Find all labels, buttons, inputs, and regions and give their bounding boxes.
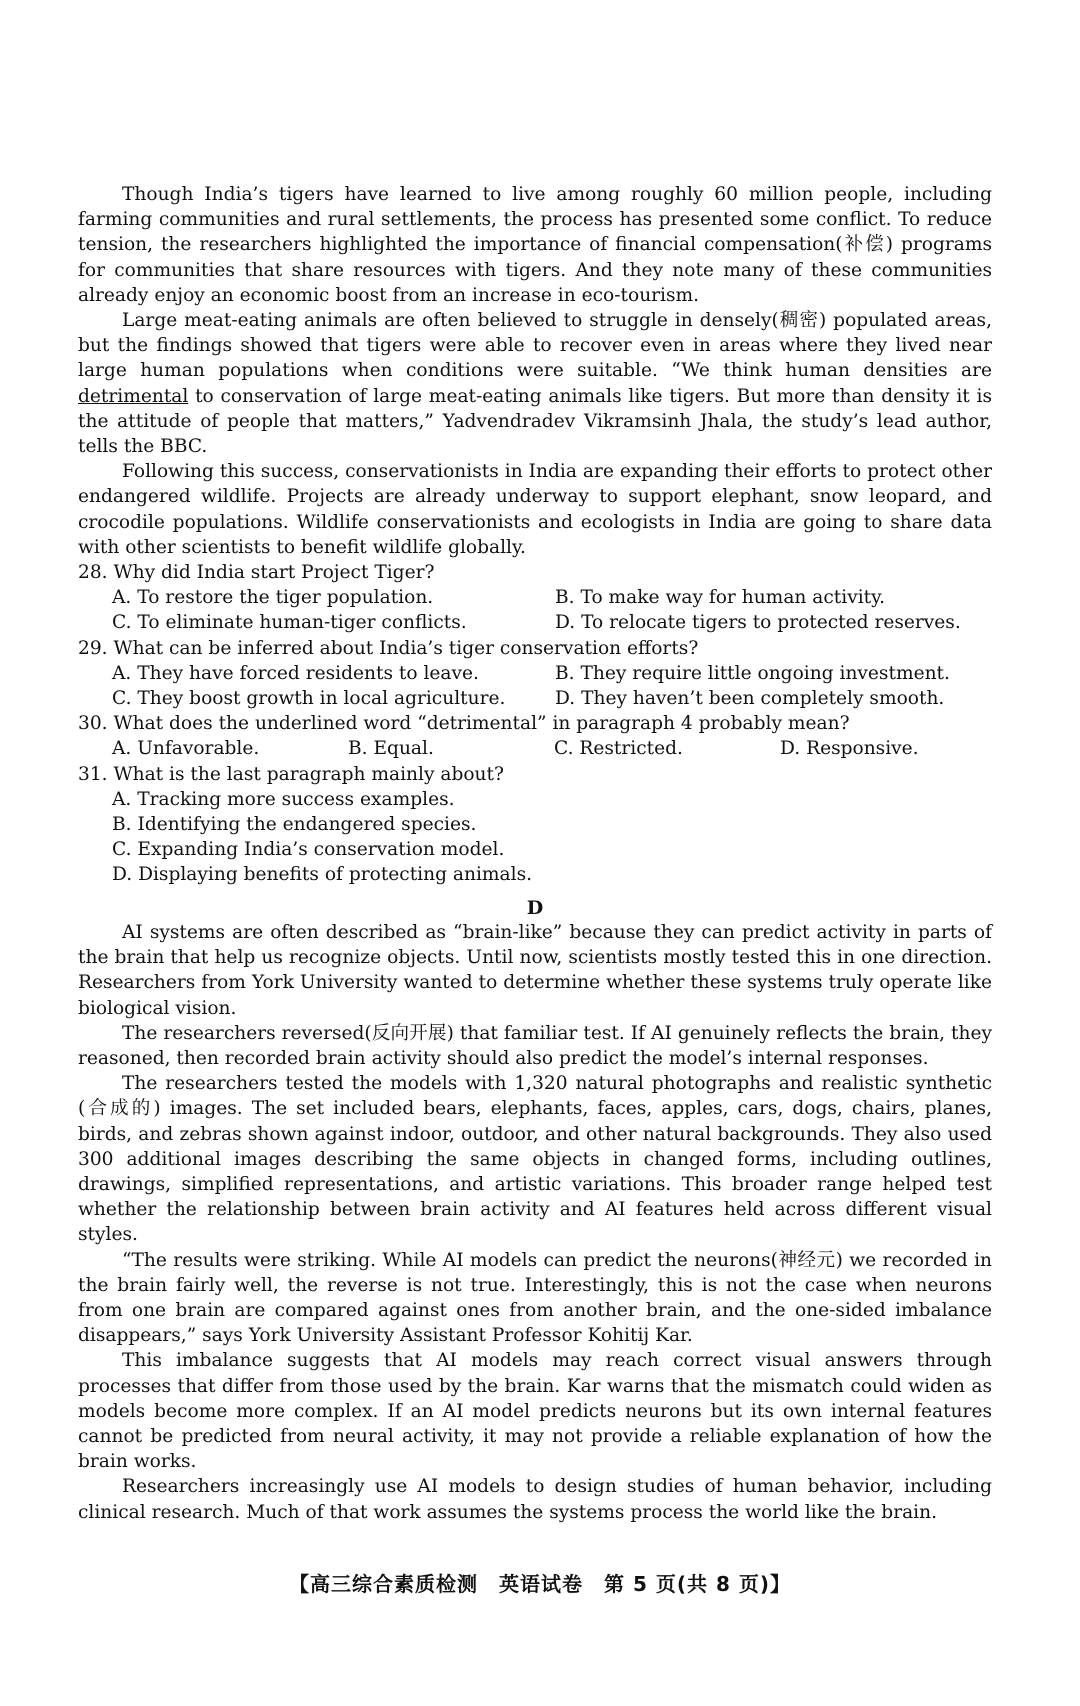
paragraph-text: Large meat-eating animals are often believed to struggle in densely(稠密) populated areas, but the findings showed that tigers were able to recover even in areas where they lived near large human populations when conditions were suitable. “We think human densities are bbox=[78, 310, 992, 382]
paragraph: AI systems are often described as “brain-like” because they can predict activity in parts of the brain that help us recognize objects. Until now, scientists mostly tested this in one direction. Researchers from York University wanted to determine whether these systems truly operate like biological vision. bbox=[78, 922, 992, 1019]
options bbox=[78, 585, 992, 635]
option-d: D. To relocate tigers to protected reserves. bbox=[555, 612, 961, 634]
question-stem: 29. What can be inferred about India’s tiger conservation efforts? bbox=[78, 637, 699, 659]
passage-d bbox=[78, 896, 992, 1525]
option-b: B. Equal. bbox=[348, 738, 434, 760]
paragraph: Though India’s tigers have learned to live among roughly 60 million people, including farming communities and rural settlements, the process has presented some conflict. To reduce tension, the researchers highlighted the importance of financial compensation(补偿) programs for communities that share resources with tigers. And they note many of these communities already enjoy an economic boost from an increase in eco-tourism. bbox=[78, 184, 992, 306]
option-b: B. They require little ongoing investment. bbox=[555, 662, 950, 684]
paragraph: “The results were striking. While AI models can predict the neurons(神经元) we recorded in the brain fairly well, the reverse is not true. Interestingly, this is not the case when neurons from one brain are compared against ones from another brain, and the one-sided imbalance disappears,” says York University Assistant Professor Kohitij Kar. bbox=[78, 1249, 992, 1347]
option-a: A. Tracking more success examples. bbox=[112, 788, 455, 810]
question-29 bbox=[78, 636, 992, 712]
option-b: B. Identifying the endangered species. bbox=[112, 814, 477, 836]
underlined-word: detrimental bbox=[78, 385, 189, 407]
option-c: C. Expanding India’s conservation model. bbox=[112, 839, 505, 861]
question-stem: 30. What does the underlined word “detrimental” in paragraph 4 probably mean? bbox=[78, 713, 850, 735]
option-c: C. Restricted. bbox=[554, 738, 683, 760]
paragraph: Researchers increasingly use AI models to design studies of human behavior, including clinical research. Much of that work assumes the systems process the world like the brain. bbox=[78, 1476, 992, 1523]
question-31 bbox=[78, 762, 992, 888]
option-a: A. They have forced residents to leave. bbox=[112, 662, 479, 684]
option-d: D. They haven’t been completely smooth. bbox=[555, 688, 945, 710]
option-a: A. To restore the tiger population. bbox=[112, 587, 434, 609]
question-stem: 28. Why did India start Project Tiger? bbox=[78, 562, 435, 584]
options bbox=[78, 787, 992, 888]
question-30 bbox=[78, 711, 992, 761]
paragraph: This imbalance suggests that AI models may reach correct visual answers through processes that differ from those used by the brain. Kar warns that the mismatch could widen as models become more complex. If an AI model predicts neurons but its own internal features cannot be predicted from neural activity, it may not provide a reliable explanation of how the brain works. bbox=[78, 1350, 992, 1473]
options bbox=[78, 736, 992, 761]
section-letter: D bbox=[526, 897, 544, 919]
paragraph bbox=[78, 308, 992, 459]
option-d: D. Displaying benefits of protecting animals. bbox=[112, 864, 533, 886]
option-c: C. They boost growth in local agriculture. bbox=[112, 688, 506, 710]
paragraph: The researchers reversed(反向开展) that familiar test. If AI genuinely reflects the brain, they reasoned, then recorded brain activity should also predict the model’s internal responses. bbox=[78, 1022, 992, 1070]
option-a: A. Unfavorable. bbox=[112, 738, 260, 760]
question-28 bbox=[78, 560, 992, 636]
option-c: C. To eliminate human-tiger conflicts. bbox=[112, 612, 467, 634]
page-footer: 【高三综合素质检测 英语试卷 第 5 页(共 8 页)】 bbox=[289, 1572, 791, 1596]
passage-c bbox=[78, 182, 992, 888]
options bbox=[78, 661, 992, 711]
paragraph: Following this success, conservationists in India are expanding their efforts to protect other endangered wildlife. Projects are already underway to support elephant, snow leopard, and crocodile populations. Wildlife conservationists and ecologists in India are going to share data with other scientists to benefit wildlife globally. bbox=[78, 461, 992, 558]
paragraph: The researchers tested the models with 1,320 natural photographs and realistic synthetic (合成的) images. The set included bears, elephants, faces, apples, cars, dogs, chairs, planes, birds, and zebras shown against indoor, outdoor, and other natural backgrounds. They also used 300 additional images describing the same objects in changed forms, including outlines, drawings, simplified representations, and artistic variations. This broader range helped test whether the relationship between brain activity and AI features held across different visual styles. bbox=[78, 1073, 992, 1246]
option-d: D. Responsive. bbox=[780, 738, 919, 760]
option-b: B. To make way for human activity. bbox=[555, 587, 886, 609]
question-stem: 31. What is the last paragraph mainly about? bbox=[78, 763, 504, 785]
paragraph-text: to conservation of large meat-eating animals like tigers. But more than density it is the attitude of people that matters,” Yadvendradev Vikramsinh Jhala, the study’s lead author, tells the BBC. bbox=[78, 385, 992, 458]
